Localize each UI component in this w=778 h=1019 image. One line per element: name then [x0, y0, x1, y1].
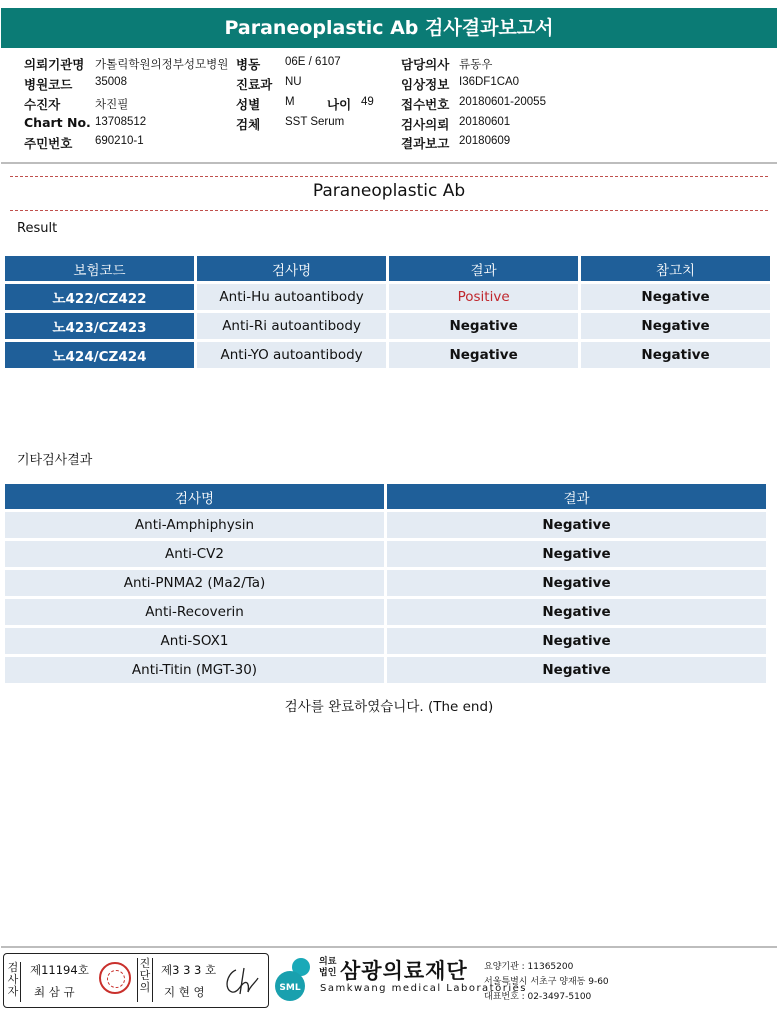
result-value: Negative — [387, 541, 766, 567]
value-doctor: 류동우 — [459, 59, 493, 71]
verifier-name: 지 현 영 — [164, 985, 205, 999]
section-divider-bottom — [10, 210, 768, 211]
value-hospital-code: 35008 — [95, 76, 127, 88]
value-sex: M — [285, 96, 295, 108]
result-table — [2, 253, 773, 371]
other-results-label: 기타검사결과 — [17, 453, 93, 468]
value-age: 49 — [361, 96, 374, 108]
header-result: 결과 — [387, 484, 766, 509]
org-address: 서울특별시 서초구 양재동 9-60 — [484, 977, 609, 987]
label-request-date: 검사의뢰 — [401, 117, 450, 132]
patient-info — [0, 55, 778, 155]
verifier-label: 진단의 — [137, 958, 153, 1002]
result-value: Negative — [389, 313, 578, 339]
test-name: Anti-Titin (MGT-30) — [5, 657, 384, 683]
test-name: Anti-Ri autoantibody — [197, 313, 386, 339]
section-divider-top — [10, 176, 768, 177]
reference-value: Negative — [581, 342, 770, 368]
org-prefix-line-2: 법인 — [319, 968, 337, 978]
result-value: Negative — [387, 657, 766, 683]
result-table-header — [5, 256, 770, 281]
label-hospital-code: 병원코드 — [24, 77, 73, 92]
header-insurance-code: 보험코드 — [5, 256, 194, 281]
table-row — [5, 541, 766, 567]
value-institution: 가톨릭학원의정부성모병원 — [95, 59, 229, 71]
seal-stamp — [99, 962, 131, 994]
reference-value: Negative — [581, 284, 770, 310]
table-row — [5, 628, 766, 654]
table-row — [5, 342, 770, 368]
report-title: Paraneoplastic Ab 검사결과보고서 — [1, 8, 777, 48]
label-specimen: 검체 — [236, 117, 261, 132]
label-department: 진료과 — [236, 77, 273, 92]
inspector-label: 검사자 — [6, 962, 21, 1002]
value-chart-no: 13708512 — [95, 116, 147, 128]
table-row — [5, 313, 770, 339]
label-doctor: 담당의사 — [401, 57, 450, 72]
label-report-date: 결과보고 — [401, 136, 450, 151]
sml-logo-icon — [272, 956, 316, 1002]
inspector-name: 최 삼 규 — [34, 985, 75, 999]
table-row — [5, 657, 766, 683]
header-test-name: 검사명 — [5, 484, 384, 509]
institution-code: 요양기관 : 11365200 — [484, 962, 574, 972]
label-age: 나이 — [327, 97, 352, 112]
header-divider — [1, 162, 777, 164]
org-phone: 대표번호 : 02-3497-5100 — [484, 992, 592, 1002]
test-name: Anti-Hu autoantibody — [197, 284, 386, 310]
result-label: Result — [17, 221, 58, 236]
value-clinical-info: I36DF1CA0 — [459, 76, 520, 88]
reference-value: Negative — [581, 313, 770, 339]
header-reference: 참고치 — [581, 256, 770, 281]
test-name: Anti-SOX1 — [5, 628, 384, 654]
other-results-table — [2, 481, 769, 686]
insurance-code: 노423/CZ423 — [5, 313, 194, 339]
label-clinical-info: 임상정보 — [401, 77, 450, 92]
inspector-number: 제11194호 — [30, 963, 89, 977]
end-note: 검사를 완료하였습니다. (The end) — [284, 699, 494, 715]
label-patient: 수진자 — [24, 97, 61, 112]
org-prefix-line-1: 의료 — [319, 957, 337, 967]
value-report-date: 20180609 — [459, 135, 511, 147]
label-chart-no: Chart No. — [24, 115, 91, 130]
label-ward: 병동 — [236, 57, 261, 72]
test-name: Anti-CV2 — [5, 541, 384, 567]
insurance-code: 노424/CZ424 — [5, 342, 194, 368]
value-patient: 차진필 — [95, 99, 129, 111]
org-name: 삼광의료재단 — [340, 959, 468, 983]
table-row — [5, 570, 766, 596]
test-name: Anti-PNMA2 (Ma2/Ta) — [5, 570, 384, 596]
result-value: Negative — [389, 342, 578, 368]
label-receipt-no: 접수번호 — [401, 97, 450, 112]
table-row — [5, 512, 766, 538]
insurance-code: 노422/CZ422 — [5, 284, 194, 310]
logo-text: SML — [279, 983, 301, 993]
verifier-number: 제3 3 3 호 — [161, 963, 217, 977]
value-request-date: 20180601 — [459, 116, 511, 128]
label-sex: 성별 — [236, 97, 261, 112]
section-title: Paraneoplastic Ab — [312, 181, 466, 201]
result-value: Positive — [389, 284, 578, 310]
result-value: Negative — [387, 570, 766, 596]
value-receipt-no: 20180601-20055 — [459, 96, 546, 108]
signature-box — [3, 953, 269, 1008]
header-result: 결과 — [389, 256, 578, 281]
footer-divider — [1, 946, 777, 948]
header-test-name: 검사명 — [197, 256, 386, 281]
result-value: Negative — [387, 512, 766, 538]
value-resident-no: 690210-1 — [95, 135, 144, 147]
label-resident-no: 주민번호 — [24, 136, 73, 151]
result-value: Negative — [387, 628, 766, 654]
value-specimen: SST Serum — [285, 116, 345, 128]
label-institution: 의뢰기관명 — [24, 57, 85, 72]
org-prefix — [319, 957, 336, 979]
test-name: Anti-Recoverin — [5, 599, 384, 625]
org-english-name: Samkwang medical Laboratories — [320, 983, 527, 994]
other-table-header — [5, 484, 766, 509]
table-row — [5, 284, 770, 310]
test-name: Anti-YO autoantibody — [197, 342, 386, 368]
test-name: Anti-Amphiphysin — [5, 512, 384, 538]
value-department: NU — [285, 76, 302, 88]
table-row — [5, 599, 766, 625]
result-value: Negative — [387, 599, 766, 625]
value-ward: 06E / 6107 — [285, 56, 341, 68]
signature-image — [222, 964, 262, 998]
